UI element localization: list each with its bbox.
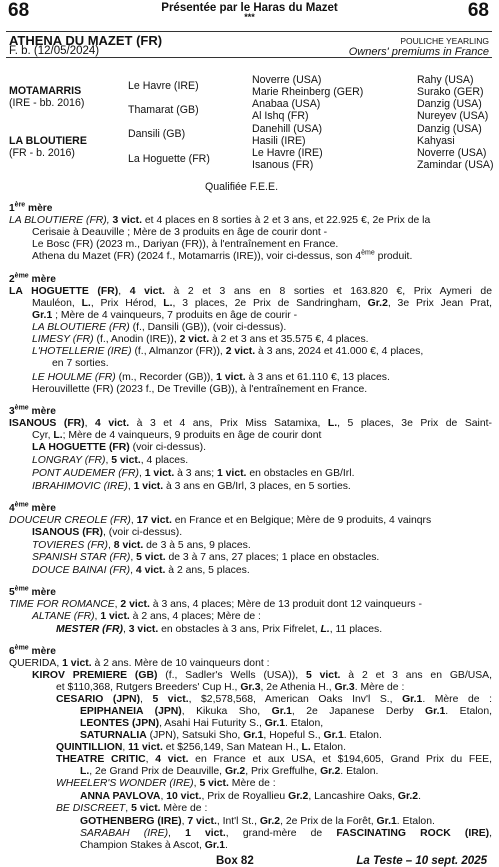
gen3-1: Noverre (USA): [252, 74, 322, 86]
presented-by: Présentée par le Haras du Mazet: [161, 2, 338, 14]
gen4-8: Zamindar (USA): [417, 159, 494, 171]
box-number: Box 82: [216, 855, 254, 867]
granddam-maternal: La Hoguette (FR): [128, 153, 210, 165]
family-line: ISANOUS (FR), 4 vict. à 3 et 4 ans, Prix Miss Satamixa, L., 5 places, 3e Prix de Saint-: [9, 418, 492, 429]
grandsire-paternal: Le Havre (IRE): [128, 80, 199, 92]
family-line: THEATRE CRITIC, 4 vict. en France et aux USA, et $194,605, Grand Prix du FEE,: [56, 754, 492, 765]
gen4-2: Surako (GER): [417, 86, 484, 98]
family-line: Mauléon, L., Prix Hérod, L., 3 places, 2e Prix de Sandringham, Gr.2, 3e Prix Jean Prat,: [32, 298, 492, 309]
family-line: KIROV PREMIERE (GB) (f., Sadler's Wells (USA)), 5 vict. à 2 et 3 ans en GB/USA,: [32, 670, 492, 681]
family-line: Cyr, L.; Mère de 4 vainqueurs, 9 produits en âge de courir dont: [32, 430, 322, 441]
family-line: Champion Stakes à Ascot, Gr.1.: [80, 840, 228, 851]
gen4-7: Noverre (USA): [417, 147, 487, 159]
gen3-7: Le Havre (IRE): [252, 147, 323, 159]
family-line: 4ème mère: [9, 501, 56, 514]
family-line: SARABAH (IRE), 1 vict., grand-mère de FASCINATING ROCK (IRE),: [80, 828, 493, 839]
dam-details: (FR - b. 2016): [9, 147, 75, 159]
gen3-2: Marie Rheinberg (GER): [252, 86, 364, 98]
family-line: LA BLOUTIERE (FR) (f., Dansili (GB)), (voir ci-dessus).: [32, 322, 287, 333]
family-line: LA HOGUETTE (FR), 4 vict. à 2 et 3 ans en 8 sorties et 163.820 €, Prix Aymeri de: [9, 286, 492, 297]
grandsire-maternal: Dansili (GB): [128, 128, 186, 140]
family-line: SATURNALIA (JPN), Satsuki Sho, Gr.1, Hopeful S., Gr.1. Etalon.: [80, 730, 382, 741]
family-line: Gr.1 ; Mère de 4 vainqueurs, 7 produits en âge de courir -: [32, 310, 298, 321]
gen3-5: Danehill (USA): [252, 123, 323, 135]
family-line: TOVIERES (FR), 8 vict. de 3 à 5 ans, 9 places.: [32, 540, 251, 551]
family-line: BE DISCREET, 5 vict. Mère de :: [56, 803, 208, 814]
horse-name: ATHENA DU MAZET (FR): [9, 33, 163, 48]
family-line: EPIPHANEIA (JPN), Kikuka Sho, Gr.1, 2e Japanese Derby Gr.1. Etalon,: [80, 706, 492, 717]
family-line: Le Bosc (FR) (2023 m., Dariyan (FR)), à l'entraînement en France.: [32, 239, 339, 250]
family-line: PONT AUDEMER (FR), 1 vict. à 3 ans; 1 vict. en obstacles en GB/Irl.: [32, 468, 355, 479]
gen4-3: Danzig (USA): [417, 98, 482, 110]
gen4-5: Danzig (USA): [417, 123, 482, 135]
family-line: 2ème mère: [9, 272, 56, 285]
gen3-3: Anabaa (USA): [252, 98, 321, 110]
family-line: QUINTILLION, 11 vict. et $256,149, San Matean H., L. Etalon.: [56, 742, 346, 753]
gen4-6: Kahyasi: [417, 135, 455, 147]
family-line: Cerisaie à Deauville ; Mère de 3 produits en âge de courir dont -: [32, 227, 328, 238]
gen3-4: Al Ishq (FR): [252, 110, 309, 122]
family-line: Herouvillette (FR) (2023 f., De Treville (GB)), à l'entraînement en France.: [32, 384, 368, 395]
family-line: LA BLOUTIERE (FR), 3 vict. et 4 places en 8 sorties à 2 et 3 ans, et 22.925 €, 2e Prix de la: [9, 215, 431, 226]
granddam-paternal: Thamarat (GB): [128, 104, 199, 116]
family-line: 3ème mère: [9, 404, 56, 417]
family-line: ISANOUS (FR), (voir ci-dessus).: [32, 527, 183, 538]
family-line: LEONTES (JPN), Asahi Hai Futurity S., Gr.1. Etalon,: [80, 718, 324, 729]
qualification: Qualifiée F.E.E.: [205, 181, 279, 193]
family-line: ANNA PAVLOVA, 10 vict., Prix de Royallieu Gr.2, Lancashire Oaks, Gr.2.: [80, 791, 421, 802]
lot-number-right: 68: [467, 0, 489, 21]
horse-details: F. b. (12/05/2024): [9, 45, 100, 57]
family-line: L'HOTELLERIE (IRE) (f., Almanzor (FR)), 2 vict. à 3 ans, 2024 et 41.000 €, 4 places,: [32, 346, 424, 357]
family-line: L., 2e Grand Prix de Deauville, Gr.2, Prix Greffulhe, Gr.2. Etalon.: [80, 766, 379, 777]
sire-name: MOTAMARRIS: [9, 85, 82, 97]
family-line: CESARIO (JPN), 5 vict., $2,578,568, American Oaks Inv'l S., Gr.1. Mère de :: [56, 694, 492, 705]
family-line: 5ème mère: [9, 585, 56, 598]
family-line: TIME FOR ROMANCE, 2 vict. à 3 ans, 4 places; Mère de 13 produit dont 12 vainqueurs -: [9, 599, 422, 610]
family-line: MESTER (FR), 3 vict. en obstacles à 3 ans, Prix Fifrelet, L., 11 places.: [56, 624, 383, 635]
family-line: en 7 sorties.: [52, 358, 109, 369]
family-line: IBRAHIMOVIC (IRE), 1 vict. à 3 ans en GB/Irl, 3 places, en 5 sorties.: [32, 481, 351, 492]
sale-place-date: La Teste – 10 sept. 2025: [356, 855, 487, 867]
sire-details: (IRE - bb. 2016): [9, 97, 85, 109]
family-line: ALTANE (FR), 1 vict. à 2 ans, 4 places; Mère de :: [32, 611, 261, 622]
owners-premiums: Owners' premiums in France: [348, 46, 489, 58]
family-line: DOUCE BAINAI (FR), 4 vict. à 2 ans, 5 places.: [32, 565, 250, 576]
family-line: GOTHENBERG (IRE), 7 vict., Int'l St., Gr.2, 2e Prix de la Forêt, Gr.1. Etalon.: [80, 816, 435, 827]
family-line: SPANISH STAR (FR), 5 vict. de 3 à 7 ans, 27 places; 1 place en obstacles.: [32, 552, 380, 563]
stars-decoration: ***: [244, 12, 255, 22]
family-line: WHEELER'S WONDER (IRE), 5 vict. Mère de :: [56, 778, 276, 789]
family-line: LE HOULME (FR) (m., Recorder (GB)), 1 vict. à 3 ans et 61.110 €, 13 places.: [32, 372, 390, 383]
horse-category: POULICHE YEARLING: [400, 36, 489, 46]
family-line: 1ère mère: [9, 201, 53, 214]
lot-number-left: 68: [8, 0, 30, 21]
family-line: et $110,368, Rutgers Breeders' Cup H., Gr.3, 2e Athenia H., Gr.3. Mère de :: [56, 682, 405, 693]
dam-name: LA BLOUTIERE: [9, 135, 87, 147]
family-line: LONGRAY (FR), 5 vict., 4 places.: [32, 455, 189, 466]
gen3-8: Isanous (FR): [252, 159, 314, 171]
gen4-1: Rahy (USA): [417, 74, 474, 86]
gen4-4: Nureyev (USA): [417, 110, 489, 122]
family-line: LA HOGUETTE (FR) (voir ci-dessus).: [32, 442, 206, 453]
gen3-6: Hasili (IRE): [252, 135, 306, 147]
family-line: 6ème mère: [9, 644, 56, 657]
family-line: Athena du Mazet (FR) (2024 f., Motamarris (IRE)), voir ci-dessus, son 4ème produit.: [32, 249, 413, 262]
family-line: DOUCEUR CREOLE (FR), 17 vict. en France et en Belgique; Mère de 9 produits, 4 vainqrs: [9, 515, 432, 526]
family-line: QUERIDA, 1 vict. à 2 ans. Mère de 10 vainqueurs dont :: [9, 658, 270, 669]
family-line: LIMESY (FR) (f., Anodin (IRE)), 2 vict. à 2 et 3 ans et 35.575 €, 4 places.: [32, 334, 369, 345]
